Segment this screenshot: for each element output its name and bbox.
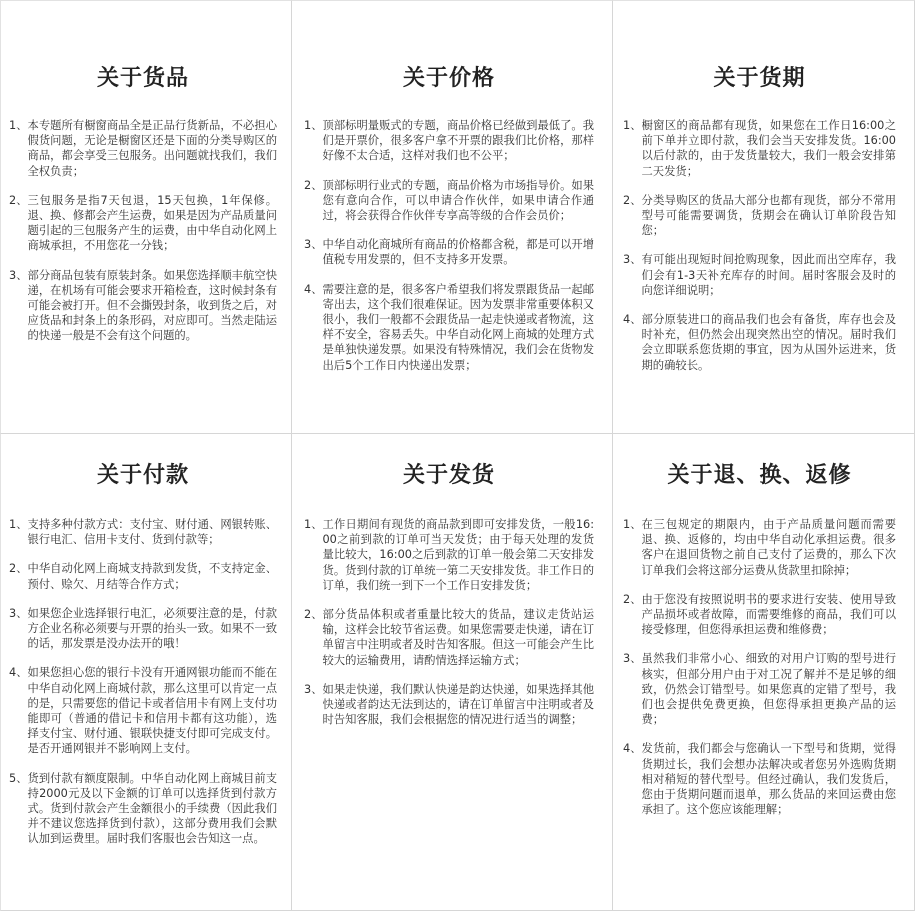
item-text: 如果走快递，我们默认快递是韵达快递，如果选择其他快递或者韵达无法到达的，请在订单留言中注明或者及时告知客服，我们会根据您的情况进行适当的调整； (322, 682, 594, 727)
item-text: 货到付款有额度限制。中华自动化网上商城目前支持2000元及以下金额的订单可以选择货到付款方式。货到付款会产生金额很小的手续费（因此我们并不建议您选择货到付款），这部分费用我们会默认加到运费里。届时我们客服也会告知这一点。 (27, 771, 277, 846)
list-item (9, 606, 277, 652)
list-item (304, 178, 594, 224)
item-number: 1 、 (9, 517, 28, 532)
panel-delivery-time (613, 0, 915, 434)
list-item (623, 517, 896, 578)
panel-shipping (292, 434, 613, 911)
list-item (623, 651, 896, 727)
list-item (623, 193, 896, 239)
item-number: 3 、 (304, 237, 323, 252)
panel-returns (613, 434, 915, 911)
item-number: 4 、 (304, 282, 323, 297)
item-number: 3 、 (623, 252, 642, 267)
item-list (623, 517, 896, 817)
item-number: 2 、 (9, 193, 28, 208)
item-list (9, 118, 277, 344)
panel-title: 关于付款 (96, 463, 189, 488)
list-item (304, 237, 594, 267)
item-number: 3 、 (304, 682, 323, 697)
item-number: 2 、 (304, 178, 323, 193)
panel-price (292, 0, 613, 434)
item-text: 橱窗区的商品都有现货，如果您在工作日16:00之前下单并立即付款，我们会当天安排发货。16:00以后付款的，由于发货量较大，我们一般会安排第二天发货； (641, 119, 896, 178)
item-number: 1 、 (9, 118, 28, 133)
list-item (304, 517, 594, 593)
item-text: 需要注意的是，很多客户希望我们将发票跟货品一起邮寄出去，这个我们很难保证。因为发票非常重要体积又很小，我们一般都不会跟货品一起走快递或者物流，这样不安全，容易丢失。中华自动化网上商城的处理方式是单独快递发票。如果没有特殊情况，我们会在货物发出后5个工作日内快递出发票； (322, 282, 594, 372)
list-item (623, 592, 896, 638)
item-text: 在三包规定的期限内，由于产品质量问题而需要退、换、返修的，均由中华自动化承担运费。很多客户在退回货物之前自己支付了运费的，那么下次订单我们会将这部分运费从货款里扣除掉； (641, 518, 896, 577)
list-item (9, 771, 277, 847)
list-item (9, 118, 277, 179)
item-text: 分类导购区的货品大部分也都有现货，部分不常用型号可能需要调货，货期会在确认订单阶段告知您； (641, 193, 896, 238)
item-text: 部分货品体积或者重量比较大的货品，建议走货站运输，这样会比较节省运费。如果您需要走快递，请在订单留言中注明或者及时告知客服。但这一可能会产生比较大的运输费用，请酌情选择运输方式； (322, 608, 594, 667)
item-number: 4 、 (623, 312, 642, 327)
item-number: 2 、 (623, 193, 642, 208)
list-item (623, 312, 896, 373)
panel-title: 关于价格 (402, 66, 495, 91)
panel-payment (0, 434, 292, 911)
item-number: 3 、 (9, 268, 28, 283)
item-number: 3 、 (623, 651, 642, 666)
item-text: 有可能出现短时间抢购现象，因此而出空库存，我们会有1-3天补充库存的时间。届时客服会及时的向您详细说明； (641, 253, 896, 297)
list-item (623, 252, 896, 298)
item-number: 5 、 (9, 771, 28, 786)
item-list (623, 118, 896, 373)
panel-goods (0, 0, 292, 434)
list-item (9, 561, 277, 591)
item-text: 顶部标明行业式的专题，商品价格为市场指导价。如果您有意向合作，可以申请合作伙伴，如果申请合作通过，将会获得合作伙伴专享高等级的合作会员价； (322, 178, 594, 223)
list-item (9, 268, 277, 344)
list-item (304, 607, 594, 668)
item-text: 如果您担心您的银行卡没有开通网银功能而不能在中华自动化网上商城付款，那么这里可以肯定一点的是，只需要您的借记卡或者信用卡有网上支付功能即可（普通的借记卡和信用卡都有这功能），选择支付宝、财付通、银联快捷支付即可完成支付。是否开通网银并不影响网上支付。 (27, 666, 277, 756)
item-number: 1 、 (304, 517, 323, 532)
item-number: 1 、 (623, 118, 642, 133)
item-text: 由于您没有按照说明书的要求进行安装、使用导致产品损坏或者故障，而需要维修的商品，我们可以接受修理，但您得承担运费和维修费； (641, 592, 896, 637)
item-number: 3 、 (9, 606, 28, 621)
list-item (623, 741, 896, 817)
item-text: 如果您企业选择银行电汇，必须要注意的是，付款方企业名称必须要与开票的抬头一致。如果不一致的话，那发票是没办法开的哦！ (27, 606, 277, 651)
item-text: 虽然我们非常小心、细致的对用户订购的型号进行核实，但部分用户由于对工况了解并不是足够的细致，仍然会订错型号。如果您真的定错了型号，我们也会提供免费更换，但您得承担更换产品的运费； (641, 652, 896, 727)
list-item (304, 118, 594, 164)
item-number: 2 、 (9, 561, 28, 576)
item-text: 发货前，我们都会与您确认一下型号和货期，觉得货期过长，我们会想办法解决或者您另外选购货期相对稍短的替代型号。但经过确认，我们发货后，您由于货期问题而退单，那么货品的来回运费由您承担了。这个您应该能理解； (641, 742, 896, 817)
panel-title: 关于退、换、返修 (667, 463, 852, 488)
list-item (623, 118, 896, 179)
item-number: 2 、 (304, 607, 323, 622)
item-list (9, 517, 277, 847)
item-number: 4 、 (623, 741, 642, 756)
item-text: 本专题所有橱窗商品全是正品行货新品，不必担心假货问题，无论是橱窗区还是下面的分类导购区的商品，都会享受三包服务。出问题就找我们，我们全权负责； (27, 119, 277, 178)
list-item (9, 665, 277, 756)
item-number: 1 、 (304, 118, 323, 133)
item-list (304, 517, 594, 727)
item-text: 三包服务是指7天包退，15天包换，1年保修。退、换、修都会产生运费，如果是因为产品质量问题引起的三包服务产生的运费，由中华自动化网上商城承担，不用您花一分钱； (27, 193, 277, 253)
list-item (9, 517, 277, 547)
list-item (9, 193, 277, 254)
item-text: 顶部标明量贩式的专题，商品价格已经做到最低了。我们是开票价，很多客户拿不开票的跟我们比价格，那样好像不太合适，这样对我们也不公平； (322, 119, 594, 163)
item-number: 1 、 (623, 517, 642, 532)
item-number: 4 、 (9, 665, 28, 680)
panel-title: 关于货品 (96, 66, 189, 91)
item-list (304, 118, 594, 373)
panel-title: 关于发货 (402, 463, 495, 488)
item-text: 中华自动化商城所有商品的价格都含税，都是可以开增值税专用发票的，但不支持多开发票。 (322, 238, 594, 267)
item-text: 工作日期间有现货的商品款到即可安排发货，一般16:00之前到款的订单可当天发货；由于每天处理的发货量比较大，16:00之后到款的订单一般会第二天安排发货。货到付款的订单统一第二天安排发货。非工作日的订单，我们统一到下一个工作日安排发货； (322, 518, 594, 592)
item-text: 支持多种付款方式：支付宝、财付通、网银转账、银行电汇、信用卡支付、货到付款等； (27, 518, 277, 547)
item-text: 部分原装进口的商品我们也会有备货，库存也会及时补充，但仍然会出现突然出空的情况。届时我们会立即联系您货期的事宜，因为从国外运进来，货期的确较长。 (641, 313, 896, 372)
item-number: 2 、 (623, 592, 642, 607)
list-item (304, 682, 594, 728)
item-text: 部分商品包装有原装封条。如果您选择顺丰航空快递，在机场有可能会要求开箱检查，这时候封条有可能会被打开。但不会撕毁封条，收到货之后，对应货品和封条上的条形码，对应即可。当然走陆运的快递一般是不会有这个问题的。 (27, 268, 277, 343)
item-text: 中华自动化网上商城支持款到发货，不支持定金、预付、赊欠、月结等合作方式； (27, 562, 277, 591)
panel-title: 关于货期 (713, 66, 806, 91)
list-item (304, 282, 594, 373)
